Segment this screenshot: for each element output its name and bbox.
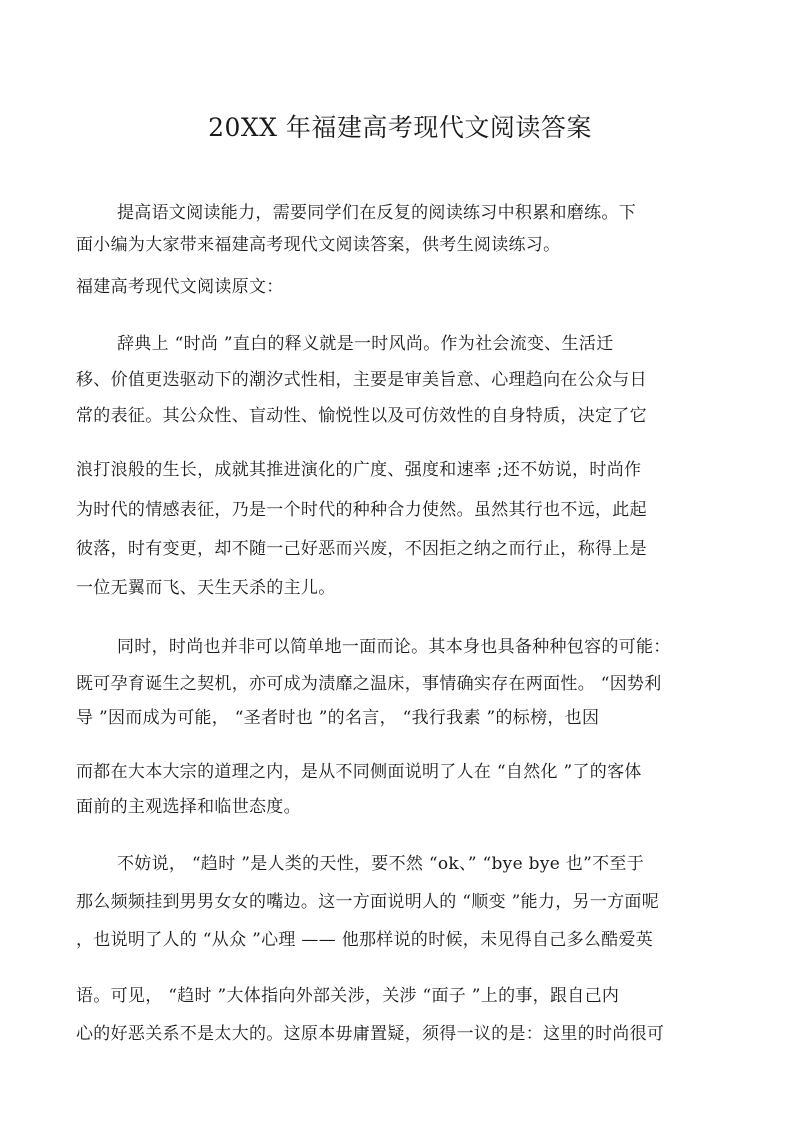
paragraph-3-line-4: 语。可见， “趋时 ”大体指向外部关涉，关涉 “面子 ”上的事，跟自己内 — [76, 986, 620, 1006]
paragraph-1-line-2: 移、价值更迭驱动下的潮汐式性相，主要是审美旨意、心理趋向在公众与日 — [76, 370, 647, 390]
paragraph-1-line-3: 常的表征。其公众性、盲动性、愉悦性以及可仿效性的自身特质，决定了它 — [76, 406, 647, 426]
document-title: 20XX 年福建高考现代文阅读答案 — [208, 113, 592, 142]
paragraph-1-line-4: 浪打浪般的生长，成就其推进演化的广度、强度和速率 ;还不妨说，时尚作 — [76, 460, 642, 480]
section-heading: 福建高考现代文阅读原文： — [76, 277, 284, 297]
intro-line-2: 面小编为大家带来福建高考现代文阅读答案，供考生阅读练习。 — [76, 235, 561, 255]
paragraph-3-line-5: 心的好恶关系不是太大的。这原本毋庸置疑，须得一议的是：这里的时尚很可 — [76, 1024, 665, 1044]
paragraph-2-line-1: 同时，时尚也并非可以简单地一面而论。其本身也具备种种包容的可能： — [117, 637, 671, 657]
paragraph-2-line-4: 而都在大本大宗的道理之内，是从不同侧面说明了人在 “自然化 ”了的客体 — [76, 762, 642, 782]
paragraph-3-line-2: 那么频频挂到男男女女的嘴边。这一方面说明人的 “顺变 ”能力，另一方面呢 — [76, 892, 659, 912]
paragraph-3-line-1: 不妨说， “趋时 ”是人类的天性，要不然 “ok、” “bye bye 也”不至于 — [117, 854, 644, 874]
intro-line-1: 提高语文阅读能力，需要同学们在反复的阅读练习中积累和磨练。下 — [117, 203, 636, 223]
paragraph-1-line-7: 一位无翼而飞、天生天杀的主儿。 — [76, 578, 336, 598]
paragraph-1-line-1: 辞典上 “时尚 ”直白的释义就是一时风尚。作为社会流变、生活迁 — [117, 334, 614, 354]
paragraph-2-line-3: 导 ”因而成为可能， “圣者时也 ”的名言， “我行我素 ”的标榜，也因 — [76, 708, 600, 728]
paragraph-1-line-5: 为时代的情感表征，乃是一个时代的种种合力使然。虽然其行也不远，此起 — [76, 500, 647, 520]
paragraph-2-line-5: 面前的主观选择和临世态度。 — [76, 797, 301, 817]
paragraph-3-line-3: ，也说明了人的 “从众 ”心理 —— 他那样说的时候，未见得自己多么酷爱英 — [76, 930, 654, 950]
paragraph-2-line-2: 既可孕育诞生之契机，亦可成为渍靡之温床，事情确实存在两面性。 “因势利 — [76, 674, 662, 694]
paragraph-1-line-6: 彼落，时有变更，却不随一己好恶而兴废，不因拒之纳之而行止，称得上是 — [76, 539, 647, 559]
